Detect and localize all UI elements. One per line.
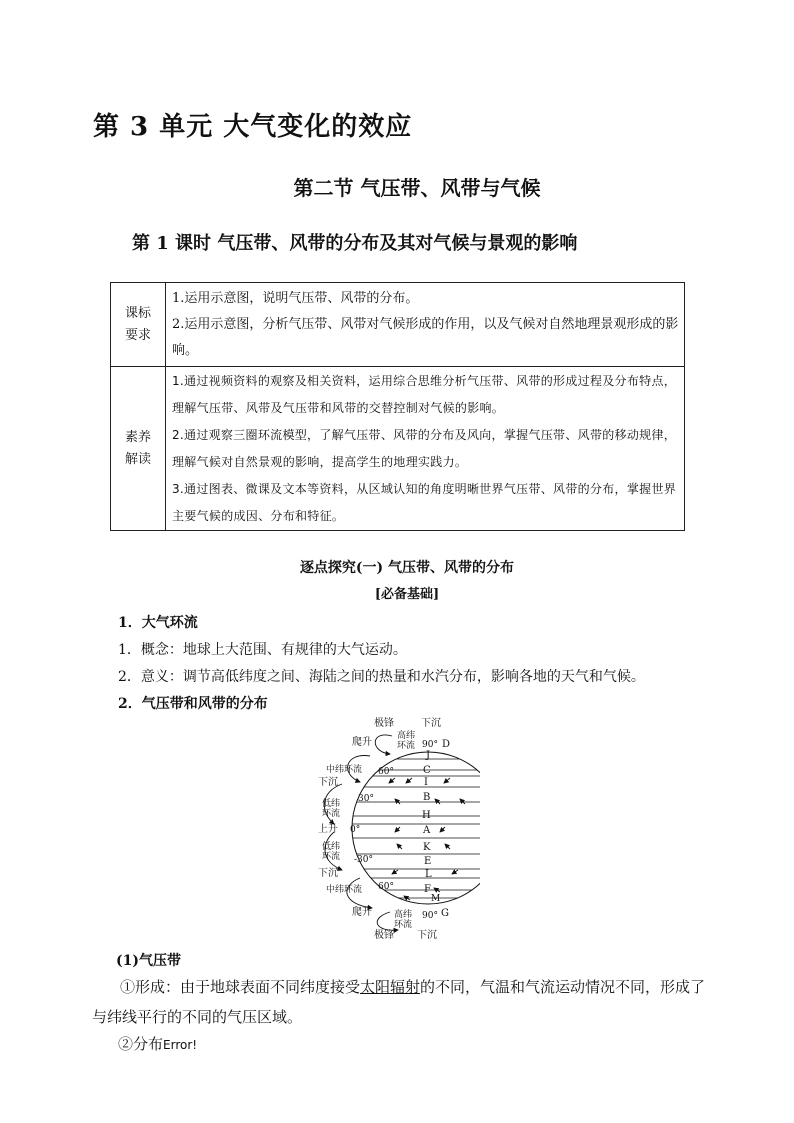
svg-text:环流: 环流 (322, 809, 341, 819)
heading-belts: 2．气压带和风带的分布 (118, 696, 268, 712)
svg-text:30°: 30° (358, 794, 374, 804)
svg-text:下沉: 下沉 (318, 777, 338, 788)
svg-text:F: F (424, 884, 431, 895)
pressure-belt-diagram (300, 712, 480, 944)
heading-circulation: 1．大气环流 (118, 615, 198, 631)
probe-title: 逐点探究(一) 气压带、风带的分布 (299, 560, 515, 576)
label-polar-bottom: 极锋 (374, 930, 394, 941)
svg-text:环流: 环流 (397, 741, 416, 751)
svg-text:中纬环流: 中纬环流 (326, 885, 363, 895)
objectives-table (110, 282, 685, 531)
lit-content (166, 367, 685, 531)
basics-label: [必备基础] (374, 587, 440, 602)
list-item: 3.通过图表、微课及文本等资料，从区域认知的角度明晰世界气压带、风带的分布，掌握世界主要气候的成因、分布和特征。 (172, 481, 677, 523)
table-row (111, 283, 685, 367)
svg-text:0°: 0° (350, 825, 361, 835)
svg-text:60°: 60° (378, 882, 394, 892)
svg-text:E: E (424, 856, 432, 867)
svg-text:M: M (431, 894, 441, 904)
formation-paragraph: ①形成：由于地球表面不同纬度接受太阳辐射的不同，气温和气流运动情况不同，形成了与纬线平行的不同的气压区域。 (92, 978, 706, 1026)
list-item: 1.通过视频资料的观察及相关资料，运用综合思维分析气压带、风带的形成过程及分布特点，理解气压带、风带及气压带和风带的交替控制对气候的影响。 (172, 373, 677, 415)
svg-text:环流: 环流 (394, 920, 413, 930)
earth-circle (352, 752, 480, 904)
svg-text:低纬: 低纬 (322, 799, 341, 809)
label-sink-bottom: 下沉 (417, 930, 437, 941)
lesson-title: 第 1 课时 气压带、风带的分布及其对气候与景观的影响 (132, 233, 578, 254)
req-content (166, 283, 685, 367)
concept-line: 1．概念：地球上大范围、有规律的大气运动。 (118, 642, 407, 658)
svg-text:60°: 60° (378, 767, 394, 777)
svg-text:高纬: 高纬 (397, 731, 416, 741)
svg-text:K: K (423, 842, 431, 853)
svg-text:C: C (423, 765, 431, 776)
section-title: 第二节 气压带、风带与气候 (293, 176, 541, 200)
list-item: 2.运用示意图，分析气压带、风带对气候形成的作用，以及气候对自然地理景观形成的影响。 (172, 316, 679, 358)
belt-letters (422, 739, 450, 919)
label-sink-top: 下沉 (421, 718, 441, 729)
svg-text:环流: 环流 (322, 852, 341, 862)
req-label: 课标 要求 (111, 283, 166, 367)
svg-text:A: A (423, 825, 431, 836)
svg-text:D: D (442, 739, 451, 750)
label-polar-top: 极锋 (374, 718, 394, 729)
svg-text:I: I (424, 777, 428, 788)
list-item: 2.通过观察三圈环流模型，了解气压带、风带的分布及风向，掌握气压带、风带的移动规律，理解气候对自然景观的影响，提高学生的地理实践力。 (172, 427, 677, 469)
distribution-line: ②分布Error! (118, 1035, 198, 1053)
sub-heading-pressure: (1)气压带 (116, 953, 181, 969)
svg-text:B: B (423, 792, 431, 803)
table-row (111, 367, 685, 531)
svg-text:J: J (426, 750, 431, 761)
list-item: 1.运用示意图，说明气压带、风带的分布。 (172, 290, 419, 306)
svg-text:爬升: 爬升 (352, 737, 372, 748)
svg-text:中纬环流: 中纬环流 (326, 765, 363, 775)
svg-text:90°: 90° (422, 740, 438, 750)
svg-text:低纬: 低纬 (322, 842, 341, 852)
meaning-line: 2．意义：调节高低纬度之间、海陆之间的热量和水汽分布，影响各地的天气和气候。 (118, 669, 645, 685)
svg-text:H: H (422, 810, 431, 821)
lit-label: 素养 解读 (111, 367, 166, 531)
svg-text:G: G (441, 908, 449, 919)
svg-text:-30°: -30° (354, 855, 373, 865)
svg-text:高纬: 高纬 (394, 910, 413, 920)
svg-text:爬升: 爬升 (352, 907, 372, 918)
unit-title: 第 3 单元 大气变化的效应 (93, 112, 413, 142)
svg-text:上升: 上升 (318, 824, 338, 835)
svg-text:L: L (425, 869, 432, 880)
svg-text:下沉: 下沉 (318, 868, 338, 879)
svg-text:90°: 90° (422, 911, 438, 921)
